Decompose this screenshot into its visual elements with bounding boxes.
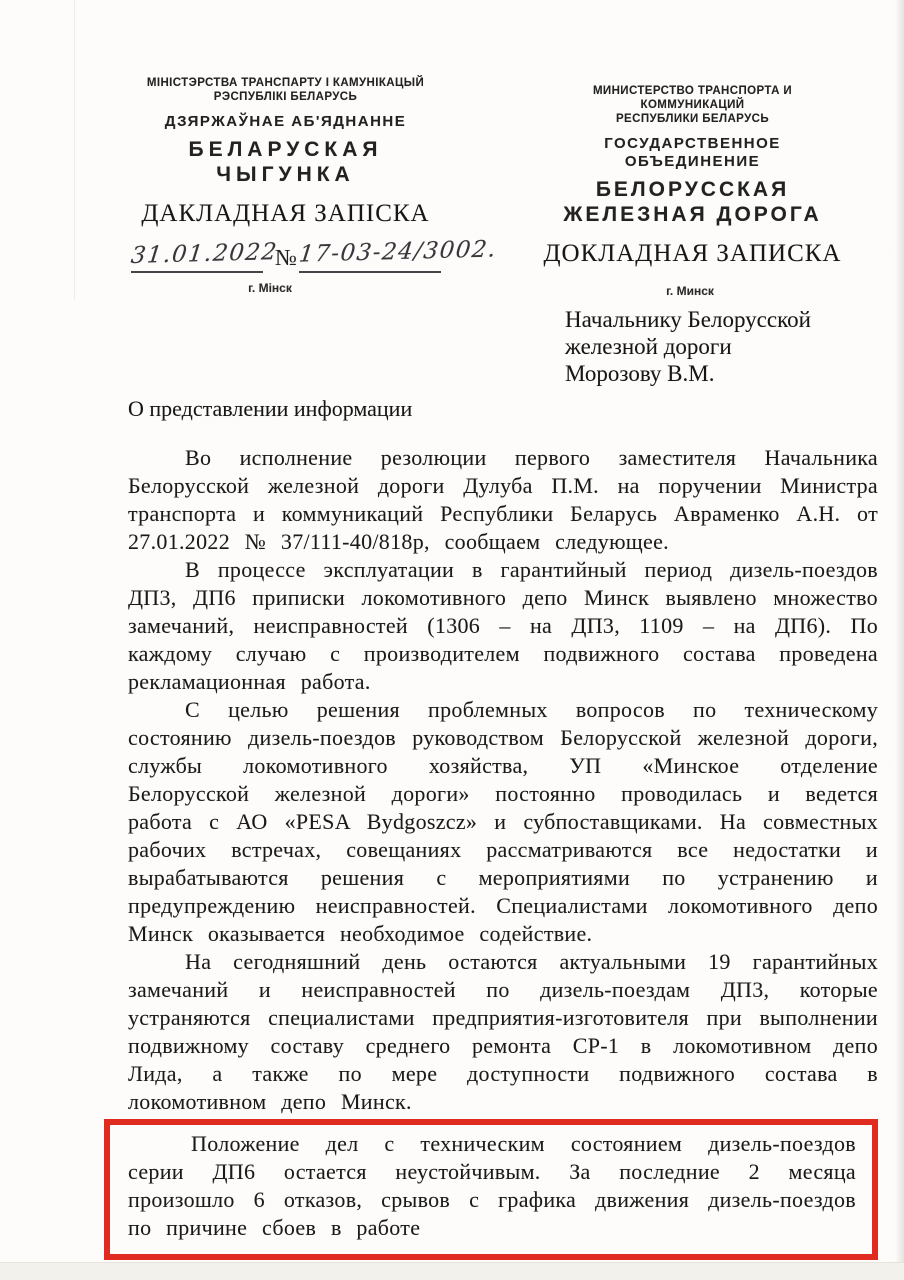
addressee-line: Морозову В.М. [565,361,715,386]
highlight-box [104,1119,878,1260]
paragraph: На сегодняшний день остаются актуальными 19 гарантийных замечаний и неисправностей по дизель-поездам ДП3, которые устраняются специалистами предприятия-изготовителя при выполнении подвижному составу среднего ремонта СР-1 в локомотивном депо Лида, а также по мере доступности подвижного состава в локомотивном депо Минск. [128,949,878,1114]
scan-edge-shadow [895,0,904,1280]
handwritten-date [129,239,280,273]
doc-type-ru: ДОКЛАДНАЯ ЗАПИСКА [543,240,842,267]
org-type-by: ДЗЯРЖАЎНАЕ АБ'ЯДНАННЕ [164,113,407,130]
header-left [128,76,443,228]
org-type-ru: ГОСУДАРСТВЕННОЕ ОБЪЕДИНЕНИЕ [604,135,781,170]
body-text [128,444,878,1260]
doc-type-by: ДАКЛАДНАЯ ЗАПІСКА [141,200,430,227]
org-name-ru-line2: ЖЕЛЕЗНАЯ ДОРОГА [563,203,822,226]
ministry-country-by: РЭСПУБЛІКІ БЕЛАРУСЬ [213,91,358,103]
city-label-ru: г. Минск [666,284,714,298]
number-sign: № [275,245,297,270]
addressee-block [565,306,855,387]
paragraph: В процессе эксплуатации в гарантийный период дизель-поездов ДП3, ДП6 приписки локомотивного депо Минск выявлено множество замечаний, неисправностей (1306 – на ДП3, 1109 – на ДП6). По каждому случаю с производителем подвижного состава проведена рекламационная работа. [128,557,878,694]
handwritten-date-text: 31.01.2022 [129,239,280,269]
city-label-by: г. Мінск [248,281,292,295]
paragraph: Во исполнение резолюции первого заместителя Начальника Белорусской железной дороги Дулуба П.М. на поручении Министра транспорта и коммуникаций Республики Беларусь Авраменко А.Н. от 27.01.2022 № 37/111-40/818р, сообщаем следующее. [128,445,878,554]
handwritten-number [297,236,499,273]
subject-line: О представлении информации [128,396,413,421]
org-name-by-line2: ЧЫГУНКА [216,163,355,186]
ministry-country-ru: РЕСПУБЛИКИ БЕЛАРУСЬ [615,113,769,125]
ministry-name-by: МІНІСТЭРСТВА ТРАНСПАРТУ І КАМУНІКАЦЫЙ [146,77,425,89]
org-name-by-line1: БЕЛАРУСКАЯ [188,138,383,161]
org-name-ru-line1: БЕЛОРУССКАЯ [595,178,790,201]
scan-artifact-line [74,0,75,300]
addressee-line: Начальнику Белорусской [565,307,811,332]
addressee-line: железной дороги [565,334,732,359]
highlighted-paragraph: Положение дел с техническим состоянием дизель-поездов серии ДП6 остается неустойчивым. За последние 2 месяца произошло 6 отказов, срывов с графика движения дизель-поездов по причине сбоев в работе [128,1131,856,1240]
paragraph: С целью решения проблемных вопросов по техническому состоянию дизель-поездов руководством Белорусской железной дороги, службы локомотивного хозяйства, УП «Минское отделение Белорусской железной дороги» постоянно проводилась и ведется работа с АО «PESA Bydgoszcz» и субпоставщиками. На совместных рабочих встречах, совещаниях рассматриваются все недостатки и вырабатываются решения с мероприятиями по устранению и предупреждению неисправностей. Специалистами локомотивного депо Минск оказывается необходимое содействие. [128,697,878,946]
ministry-name-ru: МИНИСТЕРСТВО ТРАНСПОРТА И КОММУНИКАЦИЙ [592,85,793,111]
header-right [540,84,845,268]
handwritten-number-text: 17-03-24/3002. [297,236,499,268]
scan-bottom-edge [0,1262,904,1280]
